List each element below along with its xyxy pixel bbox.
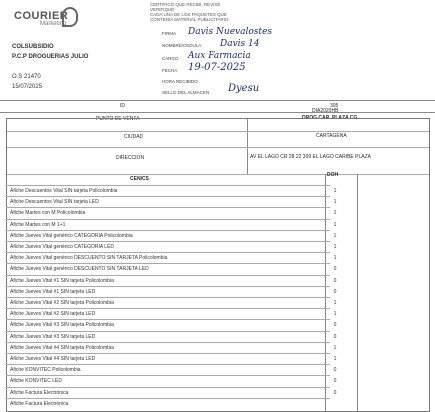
order-right-code: 305 bbox=[330, 103, 339, 109]
table-row-item: Afiche Martes con M Policolombia bbox=[10, 210, 86, 217]
table-row-qty: 0 bbox=[333, 277, 337, 284]
client-name: P.C.P DROGUERIAS JULIO bbox=[12, 54, 89, 60]
table-row-divider bbox=[6, 308, 330, 309]
table-row-qty: 0 bbox=[333, 333, 337, 340]
table-row-item: Afiche Descuentos Vital SIN tarjeta LED bbox=[10, 199, 99, 206]
client-company: COLSUBSIDIO bbox=[12, 44, 54, 50]
table-row-qty: 1 bbox=[333, 232, 337, 239]
certificate-heading-line: CADA UNA DE LOS PAQUETES QUE bbox=[150, 12, 227, 17]
order-os-number: 21470 bbox=[24, 74, 41, 80]
table-row-qty: 1 bbox=[333, 221, 337, 228]
field-label-sello: SELLO DEL ALMACEN bbox=[162, 90, 210, 95]
order-os bbox=[12, 74, 41, 80]
field-value-firma: Davis Nuevalostes bbox=[188, 27, 272, 37]
table-row-qty: 0 bbox=[333, 266, 337, 273]
table-row-qty: 1 bbox=[333, 199, 337, 206]
table-row-divider bbox=[6, 286, 330, 287]
table-row-item: Afiche Jueves Vital genérico DESCUENTO SIN TARJETA Policolombia bbox=[10, 255, 168, 262]
table-row-item: Afiche Factura Electrónica bbox=[10, 389, 69, 396]
table-row-qty: 1 bbox=[333, 356, 337, 362]
table-row-item: Afiche KONVITEC LED bbox=[10, 378, 62, 385]
table-row-item: Afiche Jueves Vital #3 SIN tarjeta Policolombia bbox=[10, 322, 114, 329]
divider bbox=[0, 100, 435, 101]
table-row-divider bbox=[6, 275, 330, 276]
table-row-divider bbox=[6, 342, 330, 343]
field-label-cargo: CARGO bbox=[162, 56, 179, 61]
table-row-divider bbox=[6, 364, 330, 365]
table-row-item: Afiche Jueves Vital genérico CATEGORIA Policolombia bbox=[10, 232, 133, 239]
table-row-divider bbox=[6, 297, 330, 298]
table-row-qty: 1 bbox=[333, 344, 337, 351]
header-label-direccion: DIRECCION bbox=[116, 155, 145, 161]
table-row-item: Afiche Jueves Vital genérico DESCUENTO SIN TARJETA LED bbox=[10, 266, 149, 273]
row-divider bbox=[7, 174, 429, 175]
table-row-qty: 1 bbox=[333, 255, 337, 262]
brand-mark-icon bbox=[62, 7, 78, 27]
table-row-divider bbox=[6, 331, 330, 332]
table-row-item: Afiche Jueves Vital #3 SIN tarjeta LED bbox=[10, 333, 96, 340]
field-label-fecha: FECHA bbox=[162, 68, 178, 73]
column-divider bbox=[357, 174, 358, 411]
brand-name: COURIER bbox=[14, 10, 69, 22]
table-row-divider bbox=[6, 353, 330, 354]
table-row-divider bbox=[6, 387, 330, 388]
table-row-divider bbox=[6, 252, 330, 253]
table-row-qty: 1 bbox=[333, 188, 337, 194]
field-value-cargo: Aux Farmacia bbox=[188, 51, 251, 61]
table-row-qty: 1 bbox=[333, 300, 337, 306]
table-row-divider bbox=[6, 207, 330, 208]
header-value-punto: DROG CAR. PLAZA CG bbox=[302, 115, 358, 121]
table-row-item: Afiche Jueves Vital #4 SIN tarjeta LED bbox=[10, 356, 96, 362]
field-label-hora: HORA RECIBIDO bbox=[162, 79, 198, 84]
table-qty-header: DOH bbox=[327, 172, 339, 178]
table-row-item: Afiche Jueves Vital genérico CATEGORIA LED bbox=[10, 244, 115, 250]
divider bbox=[0, 112, 435, 113]
table-row-item: Afiche Descuentos Vital SIN tarjeta Policolombia bbox=[10, 188, 118, 194]
table-row-item: Afiche KONVITEC Policolombia bbox=[10, 367, 81, 374]
table-row-qty: 0 bbox=[333, 378, 337, 385]
order-date: 15/07/2025 bbox=[12, 84, 43, 90]
table-row-item: Afiche Jueves Vital #4 SIN tarjeta Policolombia bbox=[10, 344, 114, 351]
field-value-fecha: 19-07-2025 bbox=[188, 62, 246, 73]
table-row-divider bbox=[6, 241, 330, 242]
header-label-ciudad: CIUDAD bbox=[124, 134, 144, 140]
header-label-punto: PUNTO DE VENTA bbox=[96, 116, 140, 122]
table-row-qty: 0 bbox=[333, 288, 337, 295]
table-row-item: Afiche Jueves Vital #1 SIN tarjeta Policolombia bbox=[10, 277, 114, 284]
table-row-divider bbox=[6, 219, 330, 220]
field-value-sello: Dyesu bbox=[228, 83, 260, 94]
table-row-item: Afiche Jueves Vital #2 SIN tarjeta Policolombia bbox=[10, 300, 114, 306]
table-col-header: CENICS bbox=[130, 176, 149, 182]
table-row-qty: 0 bbox=[333, 367, 337, 374]
table-row-item: Afiche Martes con M 1+1 bbox=[10, 221, 66, 228]
certificate-heading-line: CONTENÍA MATERIAL PUBLICITARIO bbox=[150, 17, 229, 22]
order-os-label: O.S bbox=[12, 74, 23, 80]
table-row-qty: 1 bbox=[333, 311, 337, 318]
table-row-divider bbox=[6, 263, 330, 264]
certificate-heading-line: VERIFIQUÉ bbox=[150, 7, 175, 12]
row-divider bbox=[7, 147, 429, 148]
table-row-divider bbox=[6, 398, 330, 399]
table-row-qty: 0 bbox=[333, 322, 337, 329]
brand-tagline: Marketing bbox=[40, 21, 67, 27]
field-label-firma: FIRMA bbox=[162, 31, 176, 36]
table-row-divider bbox=[6, 196, 330, 197]
table-row-item: Afiche Factura Electrónica bbox=[10, 400, 69, 407]
header-value-ciudad: CARTAGENA bbox=[316, 133, 347, 139]
table-row-qty: 1 bbox=[333, 210, 337, 217]
header-value-direccion: AV EL LAGO CR 28 22 309 EL LAGO CARIBE PLAZA bbox=[250, 154, 371, 160]
table-row-divider bbox=[6, 185, 330, 186]
table-row-item: Afiche Jueves Vital #1 SIN tarjeta LED bbox=[10, 288, 96, 295]
table-row-qty: 0 bbox=[333, 389, 337, 396]
table-row-divider bbox=[6, 319, 330, 320]
field-value-nombre: Davis 14 bbox=[220, 39, 260, 49]
header-value-id: DIA2020HB bbox=[312, 108, 339, 114]
table-row-divider bbox=[6, 230, 330, 231]
table-row-qty: 1 bbox=[333, 244, 337, 250]
table-row-divider bbox=[6, 375, 330, 376]
certificate-heading-line: CERTIFICO QUE RECIBÍ, REVISÉ bbox=[150, 2, 221, 7]
certificate-heading bbox=[150, 2, 270, 22]
field-label-nombre: NOMBRE/CEDULA bbox=[162, 43, 202, 48]
table-row-item: Afiche Jueves Vital #2 SIN tarjeta LED bbox=[10, 311, 96, 318]
row-divider bbox=[7, 131, 429, 132]
header-label-id: ID bbox=[120, 103, 125, 109]
